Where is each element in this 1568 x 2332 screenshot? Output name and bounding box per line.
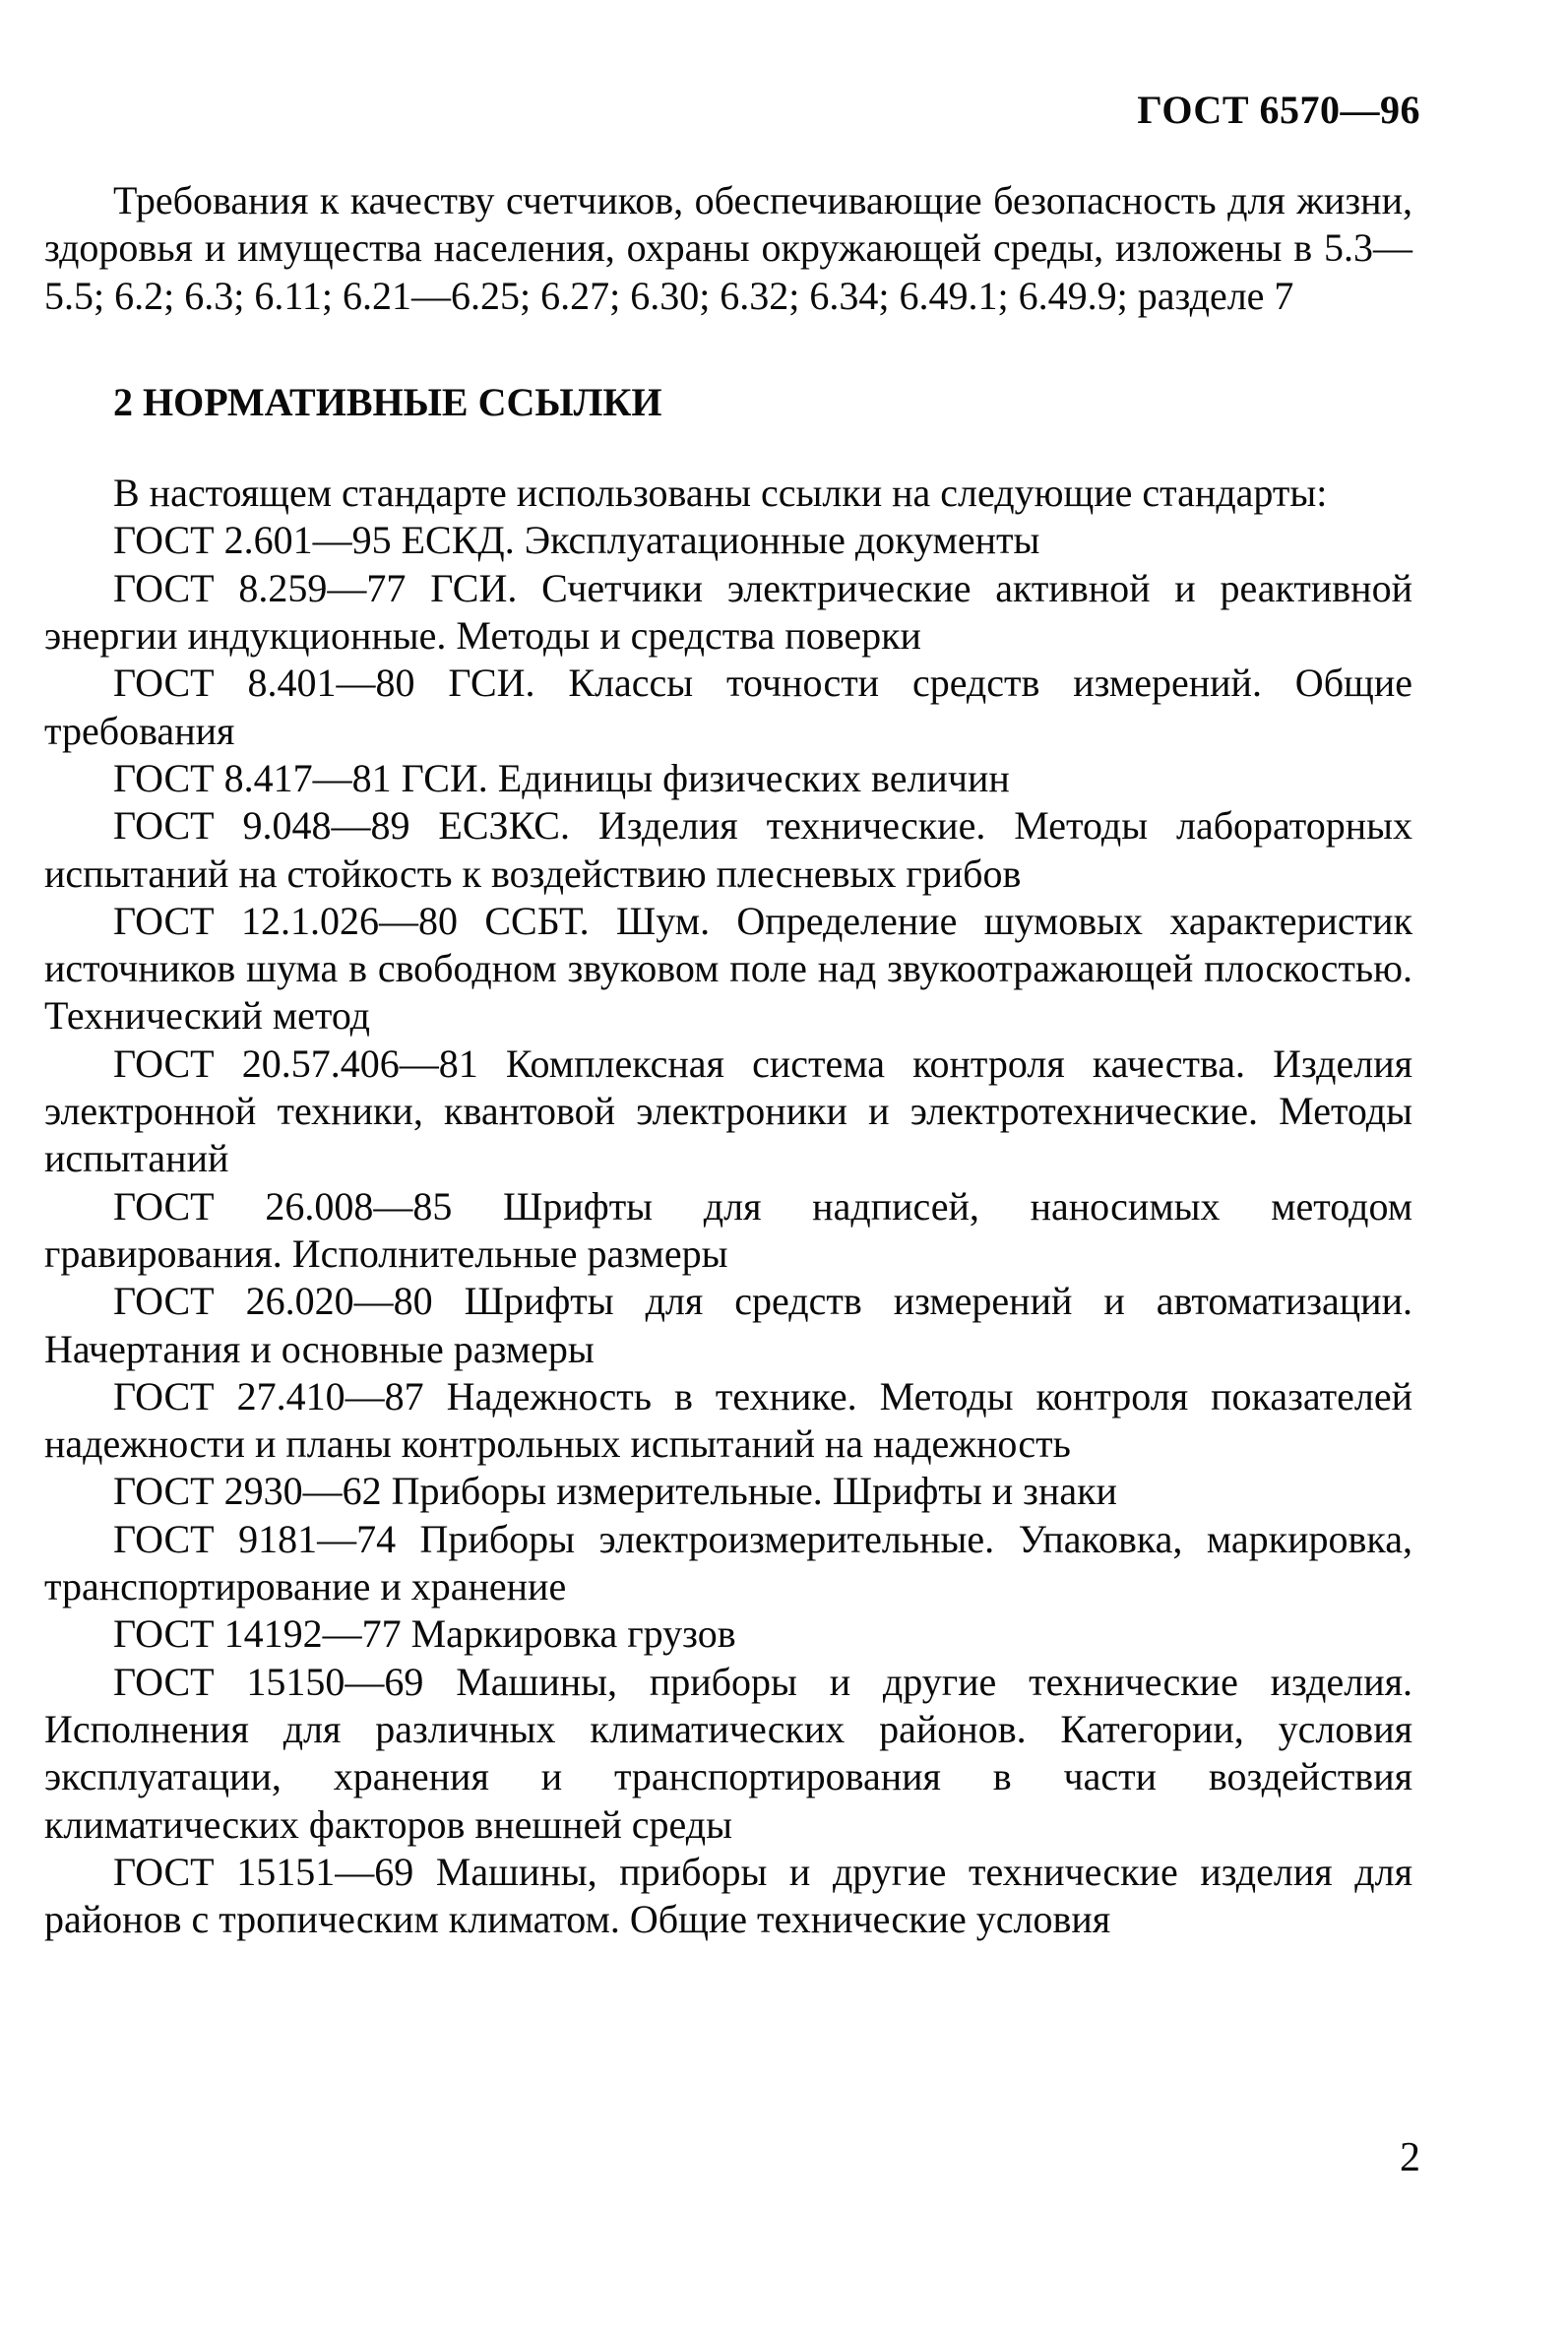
reference-item: ГОСТ 26.008—85 Шрифты для надписей, наносимых методом гравирования. Исполнительные размеры [44, 1183, 1412, 1276]
reference-item: ГОСТ 15150—69 Машины, приборы и другие технические изделия. Исполнения для различных климатических районов. Категории, условия эксплуатации, хранения и транспортирования в части воздействия климатических факторов внешней среды [44, 1659, 1412, 1847]
reference-item: ГОСТ 8.417—81 ГСИ. Единицы физических величин [113, 755, 1010, 800]
requirements-paragraph: Требования к качеству счетчиков, обеспечивающие безопасность для жизни, здоровья и имущества населения, охраны окружающей среды, изложены в 5.3—5.5; 6.2; 6.3; 6.11; 6.21—6.25; 6.27; 6.30; 6.32; 6.34; 6.49.1; 6.49.9; разделе 7 [44, 178, 1412, 318]
reference-item: ГОСТ 8.401—80 ГСИ. Классы точности средств измерений. Общие требования [44, 661, 1412, 753]
reference-item: ГОСТ 15151—69 Машины, приборы и другие технические изделия для районов с тропическим климатом. Общие технические условия [44, 1849, 1412, 1942]
document-body [44, 177, 1412, 1943]
reference-item: ГОСТ 2930—62 Приборы измерительные. Шрифты и знаки [113, 1469, 1117, 1514]
reference-item: ГОСТ 8.259—77 ГСИ. Счетчики электрические активной и реактивной энергии индукционные. Методы и средства поверки [44, 565, 1412, 659]
reference-item: ГОСТ 14192—77 Маркировка грузов [113, 1611, 736, 1657]
page-number: 2 [1400, 2135, 1420, 2180]
document-code-header: ГОСТ 6570—96 [1137, 88, 1420, 132]
reference-item: ГОСТ 9181—74 Приборы электроизмерительные. Упаковка, маркировка, транспортирование и хранение [44, 1516, 1412, 1609]
reference-item: ГОСТ 12.1.026—80 ССБТ. Шум. Определение шумовых характеристик источников шума в свободном звуковом поле над звукоотражающей плоскостью. Технический метод [44, 898, 1412, 1039]
reference-item: ГОСТ 26.020—80 Шрифты для средств измерений и автоматизации. Начертания и основные размеры [44, 1279, 1412, 1371]
references-list [44, 517, 1412, 1943]
reference-item: ГОСТ 2.601—95 ЕСКД. Эксплуатационные документы [113, 518, 1040, 563]
reference-item: ГОСТ 27.410—87 Надежность в технике. Методы контроля показателей надежности и планы контрольных испытаний на надежность [44, 1373, 1412, 1467]
references-lead: В настоящем стандарте использованы ссылки на следующие стандарты: [113, 471, 1328, 516]
section-title: 2 НОРМАТИВНЫЕ ССЫЛКИ [113, 379, 662, 424]
reference-item: ГОСТ 9.048—89 ЕСЗКС. Изделия технические. Методы лабораторных испытаний на стойкость к воздействию плесневых грибов [44, 803, 1412, 896]
reference-item: ГОСТ 20.57.406—81 Комплексная система контроля качества. Изделия электронной техники, квантовой электроники и электротехнические. Методы испытаний [44, 1040, 1412, 1181]
